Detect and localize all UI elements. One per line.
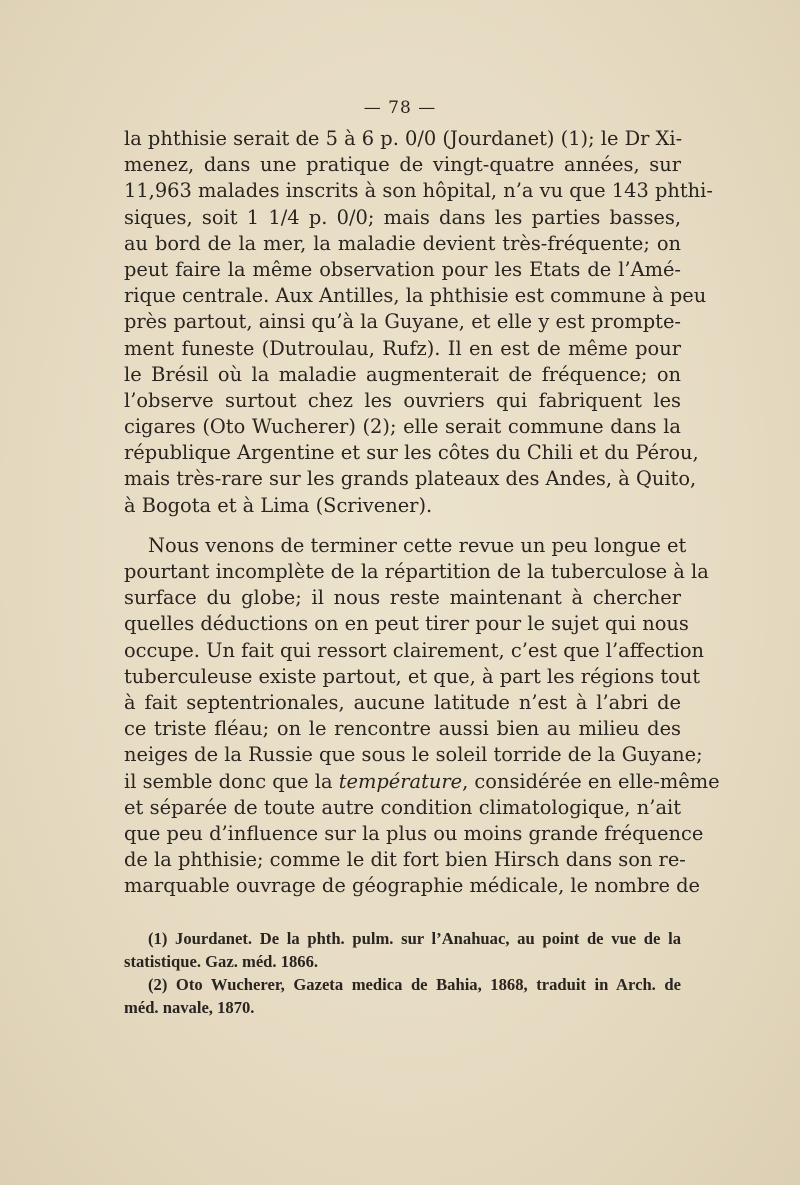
italic-word: température (338, 769, 463, 793)
footnote-line: méd. navale, 1870. (124, 998, 255, 1017)
text-line: république Argentine et sur les côtes du Chili et du Pérou, (124, 441, 699, 465)
footnote-1 (124, 927, 681, 973)
main-text (124, 126, 720, 899)
footnote-line: statistique. Gaz. méd. 1866. (124, 952, 319, 971)
text-line: ce triste fléau; on le rencontre aussi bien au milieu des (124, 717, 681, 741)
text-line: peut faire la même observation pour les Etats de l’Amé- (124, 257, 681, 281)
text-line-with-italic (124, 769, 720, 795)
footnote-line: (1) Jourdanet. De la phth. pulm. sur l’Anahuac, au point de vue de la (148, 929, 681, 948)
text-line: la phthisie serait de 5 à 6 p. 0/0 (Jourdanet) (1); le Dr Xi- (124, 127, 683, 150)
paragraph-2 (124, 533, 720, 900)
text-line: 11,963 malades inscrits à son hôpital, n’a vu que 143 phthi- (124, 179, 713, 203)
text-line: marquable ouvrage de géographie médicale, le nombre de (124, 874, 701, 898)
text-line: Nous venons de terminer cette revue un peu longue et (148, 533, 687, 557)
text-line: neiges de la Russie que sous le soleil torride de la Guyane; (124, 743, 703, 767)
text-line: ment funeste (Dutroulau, Rufz). Il en est de même pour (124, 336, 681, 360)
text-fragment: il semble donc que la (124, 769, 339, 793)
text-line: occupe. Un fait qui ressort clairement, c’est que l’affection (124, 638, 704, 662)
text-line: cigares (Oto Wucherer) (2); elle serait commune dans la (124, 415, 681, 439)
text-line: l’observe surtout chez les ouvriers qui fabriquent les (124, 388, 681, 412)
paragraph-1 (124, 126, 713, 519)
text-line: au bord de la mer, la maladie devient très-fréquente; on (124, 231, 681, 255)
footnote-line: (2) Oto Wucherer, Gazeta medica de Bahia, 1868, traduit in Arch. de (148, 975, 681, 994)
text-line: pourtant incomplète de la répartition de la tuberculose à la (124, 560, 709, 583)
footnote-2 (124, 973, 681, 1019)
text-line: menez, dans une pratique de vingt-quatre années, sur (124, 153, 681, 177)
text-line: que peu d’influence sur la plus ou moins grande fréquence (124, 821, 704, 845)
text-fragment: , considérée en elle-même (462, 769, 720, 793)
text-line: surface du globe; il nous reste maintenant à chercher (124, 586, 681, 610)
footnotes (124, 927, 681, 1019)
text-line: à fait septentrionales, aucune latitude n’est à l’abri de (124, 690, 681, 714)
text-line: tuberculeuse existe partout, et que, à part les régions tout (124, 664, 701, 688)
text-line: de la phthisie; comme le dit fort bien Hirsch dans son re- (124, 848, 686, 872)
text-line: rique centrale. Aux Antilles, la phthisie est commune à peu (124, 284, 707, 308)
text-line: à Bogota et à Lima (Scrivener). (124, 493, 433, 517)
text-line: mais très-rare sur les grands plateaux des Andes, à Quito, (124, 467, 697, 491)
text-line: quelles déductions on en peut tirer pour le sujet qui nous (124, 612, 689, 636)
page-number: — 78 — (363, 98, 437, 118)
text-line: le Brésil où la maladie augmenterait de fréquence; on (124, 362, 681, 386)
text-line: siques, soit 1 1/4 p. 0/0; mais dans les parties basses, (124, 205, 681, 229)
text-line: près partout, ainsi qu’à la Guyane, et elle y est prompte- (124, 310, 681, 334)
text-line: et séparée de toute autre condition climatologique, n’ait (124, 795, 681, 819)
